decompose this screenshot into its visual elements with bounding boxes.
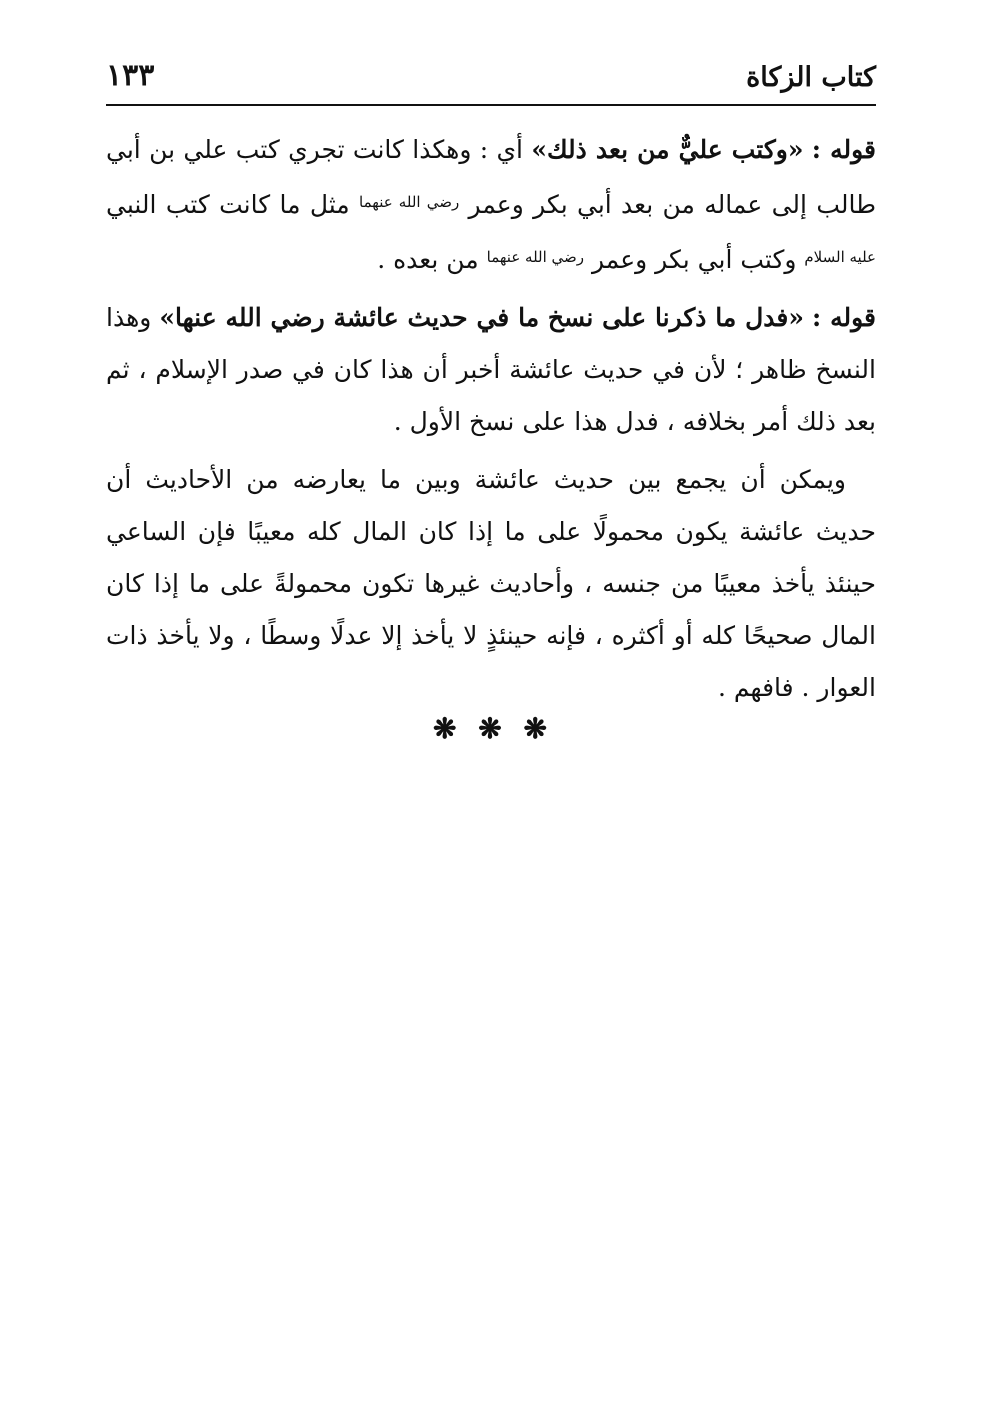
header-rule [106,104,876,106]
paragraph-1-lead: قوله : [811,135,877,164]
paragraph-2 [106,292,876,448]
running-header [106,58,876,100]
paragraph-1-text-b: مثل ما كانت كتب النبي [106,190,360,219]
paragraph-3-text: ويمكن أن يجمع بين حديث عائشة وبين ما يعارضه من الأحاديث أن حديث عائشة يكون محمولًا على ما إذا كان المال كله معيبًا فإن الساعي حينئذ يأخذ معيبًا من جنسه ، وأحاديث غيرها تكون محمولةً على ما إذا كان المال صحيحًا كله أو أكثره ، فإنه حينئذٍ لا يأخذ إلا عدلًا وسطًا ، ولا يأخذ ذات العوار . فافهم . [106,465,876,702]
honorific-ligature-1: رضي الله عنهما [359,193,460,211]
paragraph-2-text: وهذا النسخ ظاهر ؛ لأن في حديث عائشة أخبر أن هذا كان في صدر الإسلام ، ثم بعد ذلك أمر بخلافه ، فدل هذا على نسخ الأول . [106,303,876,436]
honorific-ligature-2: عليه السلام [804,248,876,266]
paragraph-1-text-d: من بعده . [377,245,487,274]
section-end-ornament: ❋ ❋ ❋ [433,712,553,745]
page-number: ١٣٣ [106,58,155,93]
book-title: كتاب الزكاة [746,62,876,93]
paragraph-1 [106,124,876,286]
body-text [106,124,876,720]
paragraph-3 [106,454,876,714]
paragraph-2-quote: «فدل ما ذكرنا على نسخ ما في حديث عائشة رضي الله عنها» [159,303,804,332]
paragraph-2-lead: قوله : [812,303,876,332]
paragraph-1-quote: «وكتب عليٌّ من بعد ذلك» [531,135,804,164]
honorific-ligature-3: رضي الله عنهما [486,248,585,266]
paragraph-1-text-a: أي : وهكذا كانت تجري كتب علي بن أبي طالب إلى عماله من بعد أبي بكر وعمر [106,135,877,219]
paragraph-1-text-c: وكتب أبي بكر وعمر [584,245,805,274]
